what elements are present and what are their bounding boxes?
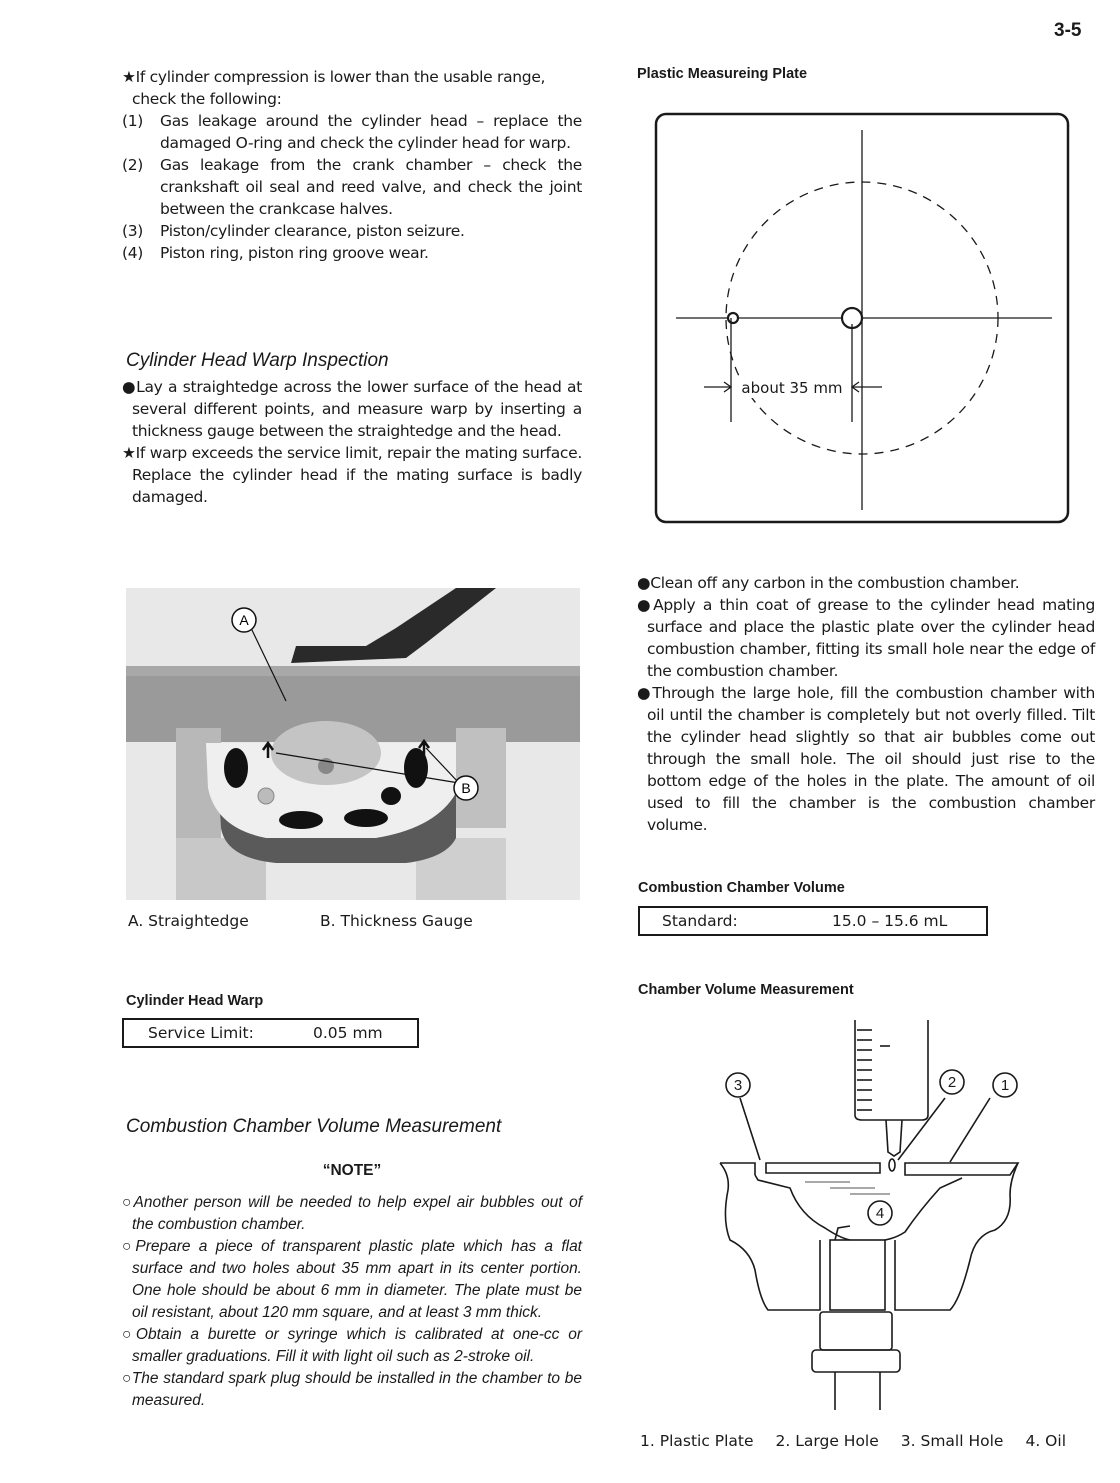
plastic-plate-right	[905, 1163, 1018, 1175]
photo-caption-a: A. Straightedge	[128, 912, 249, 930]
callout-a-label: A	[239, 612, 249, 628]
chamber-measurement-figure	[700, 1010, 1040, 1420]
warp-paragraph: ●Lay a straightedge across the lower surface of the head at several different points, and measure warp by inserting a thickness gauge between the straightedge and the head.	[122, 378, 582, 440]
straightedge-photo-illustration	[126, 588, 580, 900]
check-number: (4)	[122, 244, 144, 262]
warp-spec-value: 0.05 mm	[313, 1024, 383, 1042]
warp-paragraph: ★If warp exceeds the service limit, repair the mating surface. Replace the cylinder head if the mating surface is badly damaged.	[122, 444, 582, 506]
check-text: Piston/cylinder clearance, piston seizure.	[160, 222, 465, 240]
compression-intro: ★If cylinder compression is lower than the usable range, check the following:	[122, 68, 546, 108]
callout-4-label: 4	[875, 1205, 885, 1222]
volume-section-title: Combustion Chamber Volume Measurement	[126, 1116, 502, 1137]
note-title: “NOTE”	[322, 1162, 382, 1179]
callout-3-label: 3	[733, 1077, 743, 1094]
plate-diagram	[654, 112, 1070, 524]
compression-check-block	[122, 66, 582, 264]
procedure-step: ●Apply a thin coat of grease to the cylinder head mating surface and place the plastic plate over the cylinder head combustion chamber, fitting its small hole near the edge of the combustion chamber.	[637, 596, 1095, 680]
warp-spec-title: Cylinder Head Warp	[126, 993, 264, 1009]
check-text: Gas leakage from the crank chamber – check the crankshaft oil seal and reed valve, and check the joint between the crankcase halves.	[160, 156, 582, 218]
oil-drop	[889, 1159, 895, 1171]
warp-spec-box	[122, 1018, 419, 1048]
procedure-list	[637, 572, 1095, 836]
straightedge-photo	[126, 588, 580, 900]
callout-1-label: 1	[1000, 1077, 1010, 1094]
volume-spec-title: Combustion Chamber Volume	[638, 880, 845, 896]
note-item: ○Obtain a burette or syringe which is calibrated at one-cc or smaller graduations. Fill it with light oil such as 2-stroke oil.	[122, 1326, 582, 1365]
check-number: (2)	[122, 156, 144, 174]
warp-section-body	[122, 376, 582, 508]
check-number: (1)	[122, 112, 144, 130]
callout-2-label: 2	[947, 1074, 957, 1091]
legend-item: 2. Large Hole	[775, 1432, 879, 1450]
procedure-step: ●Clean off any carbon in the combustion chamber.	[637, 574, 1020, 592]
compression-check-item	[122, 242, 582, 264]
compression-check-list	[122, 110, 582, 264]
burette-graduations	[857, 1030, 890, 1110]
note-item: ○The standard spark plug should be installed in the chamber to be measured.	[122, 1370, 582, 1409]
spark-plug-shaft	[835, 1372, 880, 1410]
spark-plug-nut	[812, 1350, 900, 1372]
cylinder-head-right	[885, 1163, 1018, 1310]
check-number: (3)	[122, 222, 144, 240]
legend-item: 3. Small Hole	[900, 1432, 1004, 1450]
spark-plug-hex	[820, 1312, 892, 1350]
measurement-legend	[640, 1432, 1110, 1450]
measurement-figure-title: Chamber Volume Measurement	[638, 982, 854, 998]
volume-spec-value: 15.0 – 15.6 mL	[832, 912, 948, 930]
chamber-measurement-diagram	[700, 1010, 1040, 1420]
dimension-arrow-left-icon	[852, 382, 882, 392]
dimension-label: about 35 mm	[741, 379, 843, 397]
burette-tip	[886, 1120, 902, 1156]
procedure-step: ●Through the large hole, fill the combustion chamber with oil until the chamber is completely but not overly filled. Tilt the cylinder head slightly so that air bubbles come out through the small hole. The oil should just rise to the bottom edge of the holes in the plate. The amount of oil used to fill the chamber is the combustion chamber volume.	[637, 684, 1095, 834]
check-text: Piston ring, piston ring groove wear.	[160, 244, 429, 262]
warp-section-title: Cylinder Head Warp Inspection	[126, 350, 389, 371]
spark-plug-body	[830, 1240, 885, 1310]
note-list	[122, 1192, 582, 1412]
compression-check-item	[122, 220, 582, 242]
photo-caption-b: B. Thickness Gauge	[320, 912, 473, 930]
warp-spec-label: Service Limit:	[148, 1024, 254, 1042]
dimension-arrow-right-icon	[704, 382, 731, 392]
legend-item: 1. Plastic Plate	[640, 1432, 754, 1450]
note-item: ○Prepare a piece of transparent plastic plate which has a flat surface and two holes about 35 mm apart in its center portion. One hole should be about 6 mm in diameter. The plate must be oil resistant, about 120 mm square, and at least 3 mm thick.	[122, 1238, 582, 1321]
compression-check-item	[122, 110, 582, 154]
volume-spec-box	[638, 906, 988, 936]
check-text: Gas leakage around the cylinder head – replace the damaged O-ring and check the cylinder head for warp.	[160, 112, 582, 152]
plate-figure-title: Plastic Measureing Plate	[637, 66, 808, 82]
callout-b-label: B	[461, 780, 471, 796]
note-item: ○Another person will be needed to help expel air bubbles out of the combustion chamber.	[122, 1194, 582, 1233]
plate-figure	[654, 112, 1070, 524]
plastic-plate-left	[720, 1163, 880, 1175]
small-hole	[728, 313, 738, 323]
compression-check-item	[122, 154, 582, 220]
page-number: 3-5	[1054, 20, 1082, 41]
legend-item: 4. Oil	[1025, 1432, 1066, 1450]
volume-spec-label: Standard:	[662, 912, 738, 930]
